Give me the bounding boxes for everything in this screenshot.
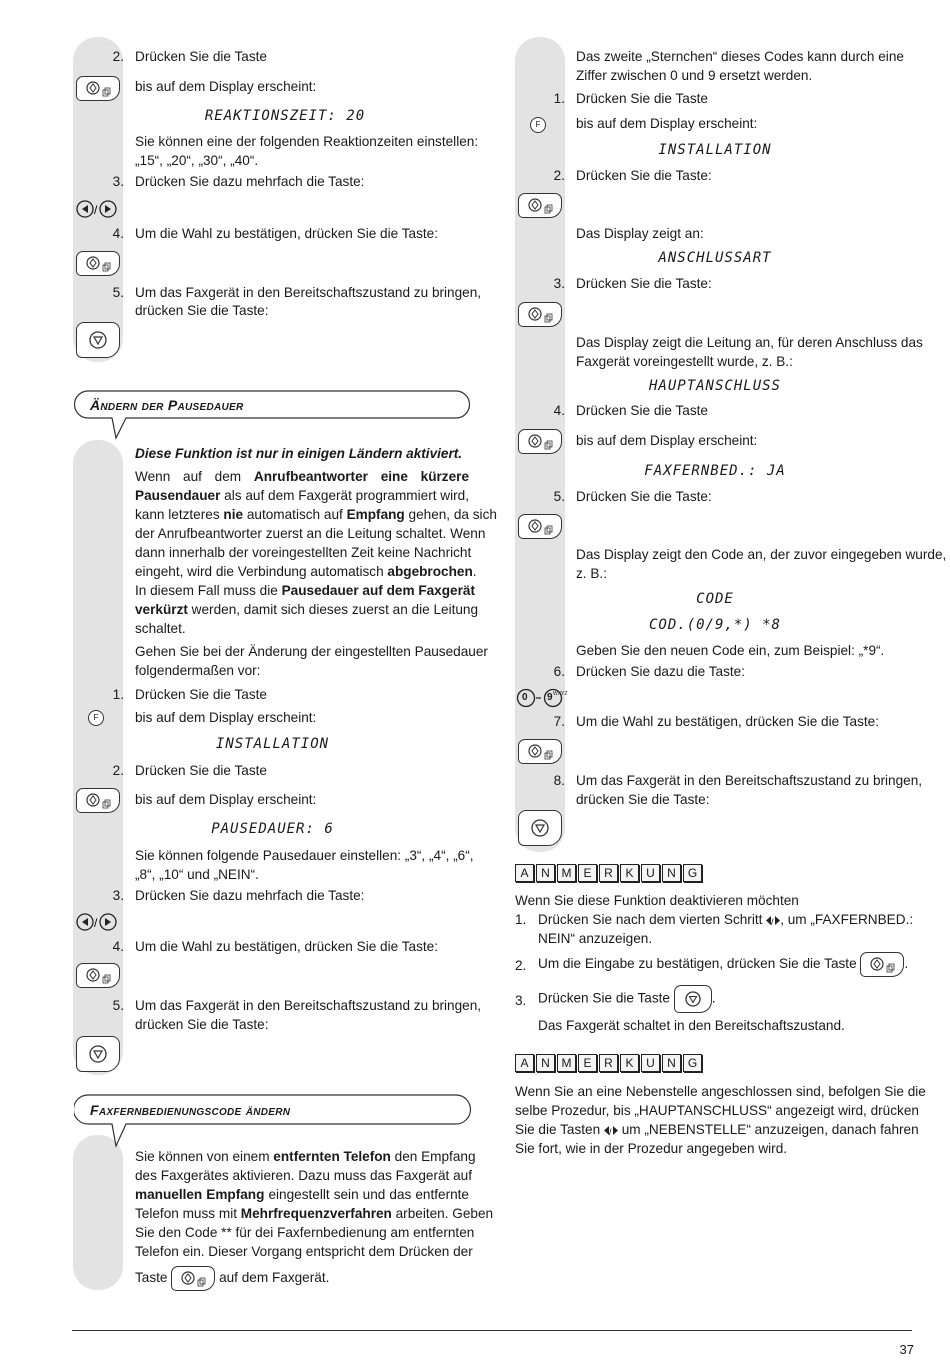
start-key-icon <box>518 302 562 327</box>
note-text: Sie fort, wie in der Prozedur angegeben wird. <box>515 1141 788 1156</box>
text-run: werden, damit sich dieses zuerst an die Leitung <box>187 602 479 617</box>
paragraph-line <box>135 562 477 581</box>
note-text: Um die Eingabe zu bestätigen, drücken Sie die Taste <box>538 956 857 972</box>
inline-key-line <box>135 1266 329 1291</box>
text-run: eingeht, wird die Verbindung automatisch <box>135 564 388 579</box>
step-number: 5. <box>112 998 124 1013</box>
step-text: Um die Wahl zu bestätigen, drücken Sie die Taste: <box>135 226 438 241</box>
note-number: 2. <box>515 958 527 973</box>
note-letter: N <box>536 864 555 882</box>
paragraph-line <box>135 505 497 524</box>
step-text: bis auf dem Display erscheint: <box>576 116 758 131</box>
section-title: Faxfernbedienungscode ändern <box>90 1102 291 1118</box>
note-label-anmerkung <box>515 864 702 882</box>
paragraph-line <box>135 1185 469 1204</box>
step-number: 2. <box>553 168 565 183</box>
note-text: , um „FAXFERNBED.: <box>780 912 914 927</box>
start-key-icon <box>518 514 562 539</box>
info-text: folgendermaßen vor: <box>135 663 261 678</box>
info-text: „8“, „10“ und „NEIN“. <box>135 867 259 882</box>
left-right-arrow-keys-icon <box>76 912 122 937</box>
step-text: Drücken Sie die Taste: <box>576 276 712 291</box>
svg-text:/: / <box>94 203 98 217</box>
start-key-icon <box>76 251 120 276</box>
step-text: drücken Sie die Taste: <box>135 303 269 318</box>
stop-key-icon <box>76 1036 120 1072</box>
note-letter: M <box>557 864 576 882</box>
step-number: 3. <box>112 888 124 903</box>
paragraph-line <box>135 486 469 505</box>
info-text: Faxgerät voreingestellt wurde, z. B.: <box>576 354 793 369</box>
step-text: bis auf dem Display erscheint: <box>135 710 317 725</box>
note-text: . <box>711 990 716 1006</box>
text: Taste <box>135 1270 168 1286</box>
note-letter: N <box>662 1054 681 1072</box>
display-text: ANSCHLUSSART <box>658 250 772 266</box>
lead-text: Diese Funktion ist nur in einigen Ländern aktiviert. <box>135 446 463 461</box>
note-letter: R <box>599 1054 618 1072</box>
stop-key-icon <box>76 322 120 358</box>
text-run: Mehrfrequenzverfahren <box>240 1206 392 1221</box>
note-letter: U <box>641 1054 660 1072</box>
step-text: Drücken Sie die Taste <box>135 763 267 778</box>
stop-key-icon <box>674 985 712 1013</box>
note-letter: N <box>662 864 681 882</box>
digit-keys-0-9-icon <box>516 688 570 708</box>
step-number: 5. <box>553 489 565 504</box>
note-letter: A <box>515 1054 534 1072</box>
svg-text:/: / <box>94 916 98 930</box>
note-text: um „NEBENSTELLE“ anzuzeigen, danach fahren <box>621 1122 919 1137</box>
paragraph-line <box>135 543 472 562</box>
note-letter: K <box>620 1054 639 1072</box>
text-run: kann letzteres <box>135 507 224 522</box>
function-key-icon: F <box>530 117 546 133</box>
note-letter: R <box>599 864 618 882</box>
step-number: 1. <box>553 91 565 106</box>
key-9-sublabel: WXYZ <box>553 691 568 697</box>
text-run: entfernten Telefon <box>273 1149 391 1164</box>
info-text: Das Display zeigt den Code an, der zuvor eingegeben wurde, <box>576 547 947 562</box>
left-right-arrow-keys-icon <box>76 199 122 224</box>
text-run: schaltet. <box>135 621 186 636</box>
text-run: Empfang <box>346 507 405 522</box>
note-text-line <box>538 910 913 929</box>
info-text: „15“, „20“, „30“, „40“. <box>135 153 259 168</box>
note-letter: U <box>641 864 660 882</box>
paragraph-line <box>135 600 479 619</box>
note-letter: A <box>515 864 534 882</box>
step-text: Um das Faxgerät in den Bereitschaftszustand zu bringen, <box>135 998 482 1013</box>
step-number: 4. <box>112 226 124 241</box>
pause-paragraph <box>135 467 497 638</box>
stop-key-icon <box>518 810 562 846</box>
paragraph-line <box>135 1223 475 1242</box>
info-text: Gehen Sie bei der Änderung der eingestellten Pausedauer <box>135 644 488 659</box>
note-letter: G <box>683 864 702 882</box>
note-letter: N <box>536 1054 555 1072</box>
display-text: HAUPTANSCHLUSS <box>648 378 781 394</box>
info-text: Das Display zeigt die Leitung an, für deren Anschluss das <box>576 335 923 350</box>
step-number: 2. <box>112 49 124 64</box>
text-run: als auf dem Faxgerät programmiert wird, <box>220 488 469 503</box>
note-text: Drücken Sie die Taste <box>538 990 670 1006</box>
step-text: Drücken Sie die Taste <box>576 403 708 418</box>
text-run: arbeiten. Geben <box>391 1206 494 1221</box>
text-run: In diesem Fall muss die <box>135 583 282 598</box>
svg-text:/: / <box>608 1126 612 1136</box>
info-text: Geben Sie den neuen Code ein, zum Beispiel: „*9“. <box>576 643 885 658</box>
step-number: 4. <box>112 939 124 954</box>
display-text: REAKTIONSZEIT: 20 <box>204 108 366 124</box>
step-number: 4. <box>553 403 565 418</box>
display-text: FAXFERNBED.: JA <box>644 463 786 479</box>
text-run: dann innerhalb der voreingestellten Zeit keine Nachricht <box>135 545 472 560</box>
svg-text:/: / <box>771 916 774 926</box>
text-run: eingestellt sein und das entfernte <box>264 1187 469 1202</box>
info-text: Sie können eine der folgenden Reaktionzeiten einstellen: <box>135 134 479 149</box>
note-text: selbe Prozedur, bis „HAUPTANSCHLUSS“ angezeigt wird, drücken <box>515 1103 919 1118</box>
display-text: INSTALLATION <box>658 142 772 158</box>
intro-text: Das zweite „Sternchen“ dieses Codes kann durch eine <box>576 49 904 64</box>
left-bottom-gray-band <box>73 1135 123 1290</box>
step-number: 8. <box>553 773 565 788</box>
note-text: Wenn Sie an eine Nebenstelle angeschlossen sind, befolgen Sie die <box>515 1084 926 1099</box>
step-text: Drücken Sie die Taste: <box>576 168 712 183</box>
paragraph-line <box>135 1166 472 1185</box>
text-run: Anrufbeantworter eine kürzere <box>253 469 470 484</box>
start-key-icon <box>76 963 120 988</box>
footer-rule <box>72 1330 912 1331</box>
text-run: gehen, da sich <box>404 507 497 522</box>
text-run: Sie können von einem <box>135 1149 274 1164</box>
paragraph-line <box>135 1147 476 1166</box>
note-text-line <box>538 952 908 977</box>
note-text: Sie die Tasten <box>515 1122 601 1137</box>
left-right-arrows-icon <box>766 915 780 926</box>
note-letter: E <box>578 1054 597 1072</box>
note-number: 1. <box>515 912 527 927</box>
step-text: drücken Sie die Taste: <box>576 792 710 807</box>
step-text: Um die Wahl zu bestätigen, drücken Sie die Taste: <box>576 714 879 729</box>
left-right-arrows-icon <box>604 1125 618 1136</box>
step-number: 3. <box>112 174 124 189</box>
step-number: 6. <box>553 664 565 679</box>
step-text: Drücken Sie die Taste <box>135 687 267 702</box>
step-text: Um die Wahl zu bestätigen, drücken Sie die Taste: <box>135 939 438 954</box>
step-text: Drücken Sie die Taste: <box>576 489 712 504</box>
note-number: 3. <box>515 993 527 1008</box>
step-text: Drücken Sie die Taste <box>135 49 267 64</box>
note-letter: E <box>578 864 597 882</box>
step-number: 2. <box>112 763 124 778</box>
page-number: 37 <box>899 1342 914 1357</box>
paragraph-line <box>135 1204 494 1223</box>
text-run: verkürzt <box>135 602 188 617</box>
note-letter: K <box>620 864 639 882</box>
text-run: Wenn auf dem <box>135 469 254 484</box>
step-text: bis auf dem Display erscheint: <box>135 792 317 807</box>
note-text: NEIN“ anzuzeigen. <box>538 931 653 946</box>
display-text: PAUSEDAUER: 6 <box>211 821 334 837</box>
text-run: der Anrufbeantworter zuerst an die Leitung schaltet. Wenn <box>135 526 486 541</box>
start-key-icon <box>76 788 120 813</box>
note-text-line <box>538 985 716 1013</box>
function-key-icon: F <box>88 710 104 726</box>
step-text: bis auf dem Display erscheint: <box>576 433 758 448</box>
intro-text: Ziffer zwischen 0 und 9 ersetzt werden. <box>576 68 813 83</box>
paragraph-line <box>135 524 486 543</box>
text-run: Pausedauer auf dem Faxgerät <box>281 583 475 598</box>
key-0-label: 0 <box>522 692 528 703</box>
note-letter: G <box>683 1054 702 1072</box>
text-run: den Empfang <box>390 1149 476 1164</box>
note-text: Wenn Sie diese Funktion deaktivieren möchten <box>515 893 799 908</box>
step-number: 5. <box>112 285 124 300</box>
text-run: . <box>472 564 477 579</box>
text-run: nie <box>223 507 244 522</box>
start-key-icon <box>171 1266 215 1291</box>
info-text: z. B.: <box>576 566 607 581</box>
info-text: Sie können folgende Pausedauer einstellen: „3“, „4“, „6“, <box>135 848 474 863</box>
paragraph-line <box>135 467 469 486</box>
text-run: Telefon ein. Dieser Vorgang entspricht dem Drücken der <box>135 1244 473 1259</box>
key-9-label: 9 <box>547 692 553 703</box>
text-run: Pausendauer <box>135 488 221 503</box>
note-label-anmerkung <box>515 1054 702 1072</box>
start-key-icon <box>518 193 562 218</box>
note-text: Das Faxgerät schaltet in den Bereitschaftszustand. <box>538 1018 845 1033</box>
text-run: Telefon muss mit <box>135 1206 241 1221</box>
paragraph-line <box>135 619 469 638</box>
step-text: Drücken Sie dazu die Taste: <box>576 664 746 679</box>
display-text: INSTALLATION <box>215 736 330 752</box>
text-run: Sie den Code ** für dei Faxfernbedienung am entfernten <box>135 1225 475 1240</box>
code-paragraph <box>135 1147 494 1261</box>
start-key-icon <box>518 739 562 764</box>
note-text: . <box>904 956 909 972</box>
paragraph-line <box>135 1242 473 1261</box>
text: auf dem Faxgerät. <box>219 1270 330 1286</box>
text-run: manuellen Empfang <box>135 1187 265 1202</box>
step-text: Drücken Sie dazu mehrfach die Taste: <box>135 174 365 189</box>
display-text: COD.(0/9,*) *8 <box>648 617 781 633</box>
step-text: Drücken Sie die Taste <box>576 91 708 106</box>
step-text: bis auf dem Display erscheint: <box>135 79 317 94</box>
section-title: Ändern der Pausedauer <box>90 397 244 413</box>
note-letter: M <box>557 1054 576 1072</box>
text-run: automatisch auf <box>243 507 347 522</box>
note-text-line <box>515 1120 919 1139</box>
text-run: abgebrochen <box>387 564 473 579</box>
start-key-icon <box>860 952 904 977</box>
step-text: Um das Faxgerät in den Bereitschaftszustand zu bringen, <box>576 773 923 788</box>
start-key-icon <box>76 76 120 101</box>
step-number: 7. <box>553 714 565 729</box>
step-number: 3. <box>553 276 565 291</box>
step-text: Um das Faxgerät in den Bereitschaftszustand zu bringen, <box>135 285 482 300</box>
step-text: drücken Sie die Taste: <box>135 1017 269 1032</box>
display-text: CODE <box>696 591 734 607</box>
paragraph-line <box>135 581 475 600</box>
start-key-icon <box>518 429 562 454</box>
note-text: Drücken Sie nach dem vierten Schritt <box>538 912 763 927</box>
info-text: Das Display zeigt an: <box>576 226 704 241</box>
step-number: 1. <box>112 687 124 702</box>
step-text: Drücken Sie dazu mehrfach die Taste: <box>135 888 365 903</box>
text-run: des Faxgerätes aktivieren. Dazu muss das Faxgerät auf <box>135 1168 472 1183</box>
